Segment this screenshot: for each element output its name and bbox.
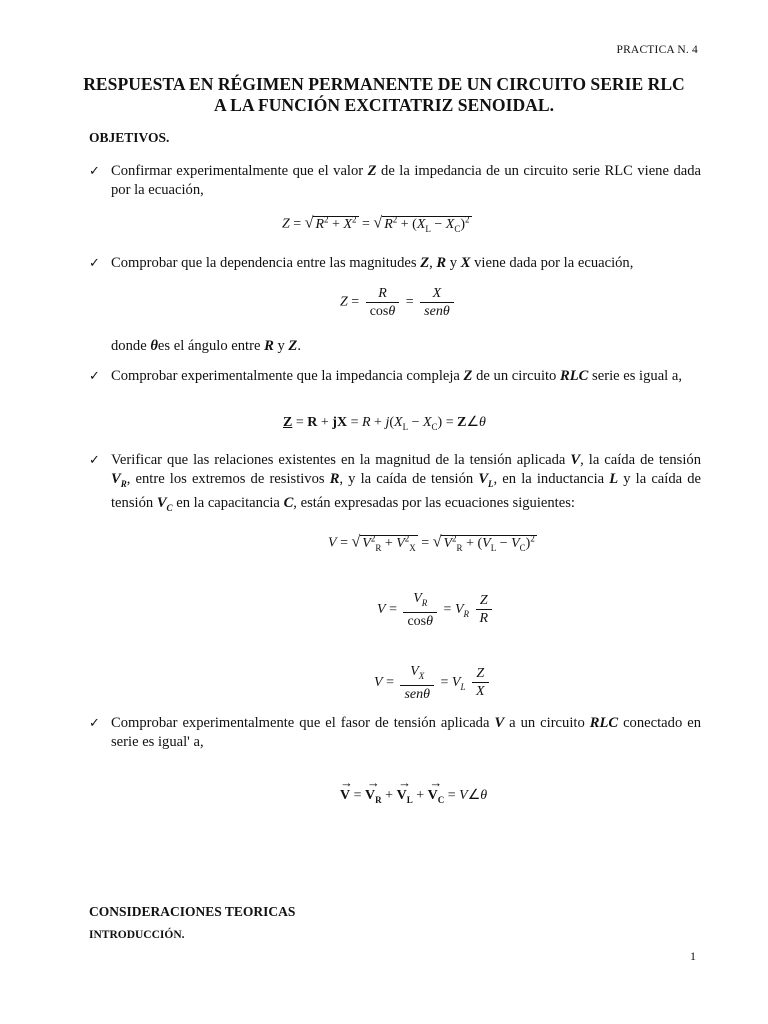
equation-complex-impedance: Z = R + jX = $R + j(X_L - X_C)$ = Z∠θ (283, 415, 486, 432)
equation-voltage-cos: V = $\frac{V_R}{\cos\theta}$ = $V_R$ $\frac{Z}{R}$ (377, 590, 495, 630)
objective-item-5 (89, 714, 701, 752)
page-title (60, 74, 708, 116)
checkmark-icon: ✓ (89, 164, 100, 179)
checkmark-icon: ✓ (89, 369, 100, 384)
objective-text-1: Confirmar experimentalmente que el valor Z de la impedancia de un circuito serie RLC viene dada por la ecuación, (111, 163, 701, 198)
checkmark-icon: ✓ (89, 453, 100, 468)
equation-voltage-magnitude: V = √ $V^2_R + V^2_X$ = √ $V^2_R + (V_L - V_C)^2$ (328, 533, 535, 553)
objective-text-2: Comprobar que la dependencia entre las magnitudes Z, R y X viene dada por la ecuación, (111, 255, 634, 271)
equation-impedance-magnitude: Z = √ $R^2 + X^2$ = √ $R^2 + (X_L - X_C)^2$ (282, 214, 470, 234)
objective-item-2 (89, 254, 701, 273)
objective-text-5: Comprobar experimentalmente que el fasor de tensión aplicada V a un circuito RLC conectado en serie es igual' a, (111, 715, 701, 750)
checkmark-icon: ✓ (89, 256, 100, 271)
equation-voltage-phasor: → V = → $V_R$ + → $V_L$ + → $V_C$ = V∠θ (340, 787, 487, 805)
objective-item-4 (89, 451, 701, 518)
checkmark-icon: ✓ (89, 716, 100, 731)
equation-z-cos-sen: Z = $\frac{R}{\cos\theta}$ = $\frac{X}{\text{senθ}}$ (340, 285, 457, 320)
practice-label: PRACTICA N. 4 (616, 44, 698, 56)
title-line-1: RESPUESTA EN RÉGIMEN PERMANENTE DE UN CIRCUITO SERIE RLC (83, 74, 685, 94)
objective-item-1 (89, 162, 701, 200)
equation-voltage-sen: V = $\frac{V_X}{\text{senθ}}$ = $V_L$ $\frac{Z}{X}$ (374, 663, 492, 703)
page-number: 1 (690, 949, 696, 963)
theta-definition: donde θes el ángulo entre R y Z. (111, 338, 301, 354)
considerations-heading: CONSIDERACIONES TEORICAS (89, 904, 296, 919)
objectives-heading: OBJETIVOS. (89, 130, 170, 145)
objective-item-3 (89, 367, 701, 386)
objective-text-3: Comprobar experimentalmente que la impedancia compleja Z de un circuito RLC serie es igual a, (111, 368, 683, 384)
title-line-2: A LA FUNCIÓN EXCITATRIZ SENOIDAL. (213, 95, 555, 115)
objective-text-4: Verificar que las relaciones existentes en la magnitud de la tensión aplicada V, la caída de tensión $V_R$, entre los extremos de resistivos R, y la caída de tensión $V_L$, en la inductancia L y la caída de tensión $V_C$ en la capacitancia C, están expresadas por las ecuaciones siguientes: (111, 452, 702, 513)
introduction-heading: INTRODUCCIÓN. (89, 929, 185, 941)
